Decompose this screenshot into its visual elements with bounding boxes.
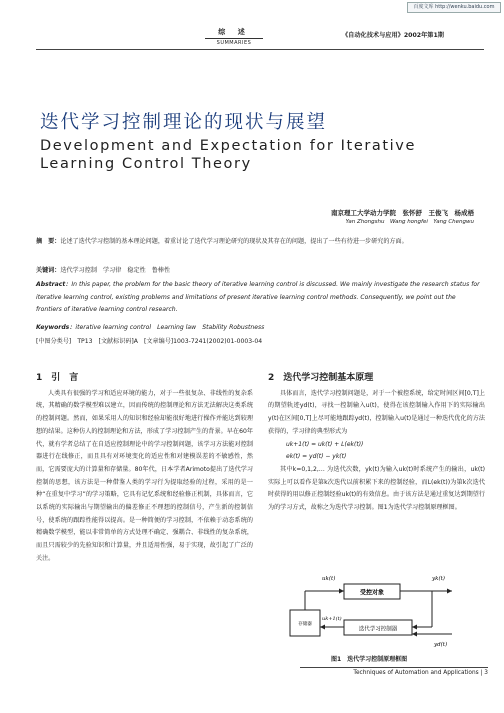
section-1-heading: 1 引 言 — [36, 373, 79, 383]
section-1-paragraph: 人类具有很强的学习和适应环境的能力，对于一些很复杂、非线性的复杂系统，其精确的数学模型难以建立，因而传统的控制理论和方法无法解决这类系统的控制问题。然而，如果采用人的知识和经验却能很好地进行操作并能达到较理想的结果。这种仿人的控制理论和方法，形成了学习控制产生的背景。早在60年代，就有学者总结了在自适应控制理论中的学习控制问题，该学习方法能对控制器进行在线修正，而且具有对环境变化的适应性和对建模误差的不敏感性，然而，它需要庞大的计算量和存储量。80年代，日本学者Arimoto提出了迭代学习控制的思想，该方法是一种借鉴人类的学习行为提取经验的过程，采用的是一种“在重复中学习”的学习策略，它具有记忆系统和经验修正机制，具体而言，它以系统的实际输出与期望输出的偏差修正不理想的控制信号，产生新的控制信号，使系统的跟踪性能得以提高。是一种简便的学习控制，不依赖于动态系统的精确数学模型，能以非常简单的方式处理不确定、强耦合、非线性的复杂系统，而且只需较少的先验知识和计算量，并且适用性强，易于实现，故引起了广泛的关注。 — [36, 389, 253, 562]
journal-name: 《自动化技术与应用》2002年第1期 — [342, 32, 444, 39]
keywords-zh-label: 关键词： — [36, 267, 61, 274]
section-2 — [268, 372, 485, 515]
authors-en: Yan Zhongshu Wang hongfei Yang Chengwu — [345, 219, 474, 225]
signal-yk: yk(t) — [432, 576, 445, 582]
abstract-en — [36, 279, 482, 317]
keywords-en — [36, 322, 482, 335]
section-label: 综 述 — [218, 28, 250, 36]
equation-1: uk+1(t) = uk(t) + L(ek(t)) — [286, 440, 364, 448]
section-1 — [36, 372, 253, 566]
title-en: Development and Expectation for Iterative Learning Control Theory — [40, 138, 416, 172]
figure-1-caption: 图1 迭代学习控制原理框图 — [331, 656, 408, 663]
abstract-zh-text: 论述了迭代学习控制的基本理论问题，着重讨论了迭代学习理论研究的现状及其存在的问题，提出了一些有待进一步研究的方面。 — [60, 238, 408, 245]
section-2-paragraph-2: 其中k=0,1,2,… 为迭代次数，yk(t)为输入uk(t)时系统产生的输出，uk(t)实际上可以看作是第k次迭代以前积累下来的控制经验，而L(ek(t))为第k次迭代时获得的用以修正控制经验uk(t)的有效信息。由于该方法是通过重复达到期望行为的学习方式，故称之为迭代学习控制。图1为迭代学习控制原理框图。 — [268, 465, 485, 512]
abstract-en-text: In this paper, the problem for the basic theory of iterative learning control is discussed. We mainly investigate the research status for iterative learning control, existing problems and limitations of present iterative learning control methods. Consequently, we point out the frontiers of iterative learning control research. — [36, 281, 480, 313]
figure-1-diagram — [282, 568, 478, 652]
keywords-en-label: Keywords： — [36, 324, 76, 331]
section-2-heading: 2 迭代学习控制基本原理 — [268, 373, 374, 383]
signal-uk: uk(t) — [322, 576, 336, 582]
title-zh: 迭代学习控制理论的现状与展望 — [40, 112, 328, 133]
classification-line: [中图分类号] TP13 [文献标识码]A [文章编号]1003-7241(2002)01-0003-04 — [36, 338, 263, 345]
keywords-en-text: iterative learning control Learning law Stability Robustness — [75, 324, 265, 331]
abstract-zh — [36, 236, 482, 249]
plant-label: 受控对象 — [359, 589, 385, 597]
abstract-zh-label: 摘 要： — [36, 238, 61, 245]
signal-yd: yd(t) — [434, 642, 448, 648]
ilc-label: 迭代学习控制器 — [358, 626, 398, 633]
equation-2: ek(t) = yd(t) − yk(t) — [286, 453, 347, 461]
authors-zh: 南京理工大学动力学院 张怀舒 王俊飞 杨成梧 — [331, 209, 474, 217]
section-2-paragraph-1: 具体而言，迭代学习控制问题是，对于一个被控系统，给定时间区间[0,T]上的期望轨迹yd(t)，寻找一控制输入u(t)，使得在该控制输入作用下的实际输出y(t)在区间[0,T]上尽可能地跟踪yd(t)，控制输入u(t)是通过一种迭代优化的方法获得的，学习律的典型形式为 — [268, 389, 485, 435]
memory-label: 存储器 — [298, 622, 312, 627]
abstract-en-label: Abstract： — [36, 281, 72, 288]
header-rule — [36, 49, 484, 50]
page-footer: Techniques of Automation and Applications | 3 — [300, 667, 488, 676]
section-label-en: SUMMARIES — [205, 38, 263, 46]
keywords-zh-text: 迭代学习控制 学习律 稳定性 鲁棒性 — [60, 267, 171, 274]
keywords-zh — [36, 265, 482, 278]
signal-uk1: uk+1(t) — [322, 616, 342, 622]
watermark-badge: 百度文库 http://wenku.baidu.com — [407, 2, 501, 13]
